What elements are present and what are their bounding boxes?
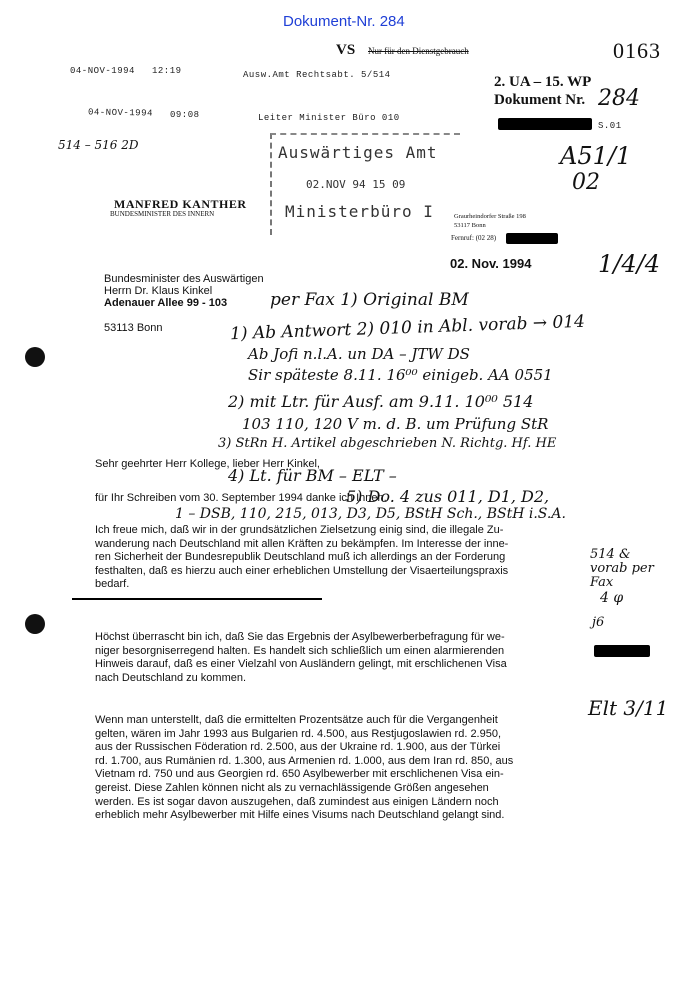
paragraph-line: Vietnam rd. 750 und aus Georgien rd. 650 Asylbewerber mit erschlichenen Visa ein-	[95, 768, 504, 781]
annotation-1: per Fax 1) Original BM	[270, 290, 469, 310]
sender-name: MANFRED KANTHER	[114, 197, 247, 211]
stamp-date: 02.NOV 94 15 09	[306, 178, 406, 191]
document-label: Dokument-Nr. 284	[283, 13, 405, 30]
letter-date: 02. Nov. 1994	[450, 256, 532, 271]
recipient-line-2: Herrn Dr. Klaus Kinkel	[104, 285, 213, 297]
margin-note-j6: j6	[592, 615, 605, 630]
salutation: Sehr geehrter Herr Kollege, lieber Herr Kinkel,	[95, 458, 320, 470]
committee-label: 2. UA – 15. WP	[494, 74, 592, 90]
paragraph-line: nach Deutschland zu kommen.	[95, 671, 247, 684]
handwritten-reference: 514 – 516 2D	[58, 138, 139, 152]
doc-number-value: 284	[598, 86, 640, 111]
margin-note-a51: A51/1	[560, 142, 632, 170]
paragraph-line: Wenn man unterstellt, daß die ermittelten Prozentsätze auch für die Vergangenheit	[95, 714, 498, 726]
fax-line-2-time: 09:08	[170, 110, 200, 120]
recipient-line-3: Adenauer Allee 99 - 103	[104, 297, 228, 309]
fax-line-1-sender: Ausw.Amt Rechtsabt. 5/514	[243, 70, 391, 80]
redaction-bar	[506, 233, 558, 244]
paragraph-line: gelten, wären im Jahr 1993 aus Bulgarien rd. 4.500, aus Restjugoslawien rd. 2.950,	[95, 727, 502, 740]
fax-line-2-date: 04-NOV-1994	[87, 107, 154, 119]
paragraph-line: werden. Es ist sogar davon auszugehen, daß zumindest aus einigen Ländern noch	[95, 795, 499, 808]
sender-title: BUNDESMINISTER DES INNERN	[110, 210, 215, 218]
thanks-line: für Ihr Schreiben vom 30. September 1994 danke ich Ihnen.	[95, 492, 387, 504]
paragraph-line: aus der Russischen Föderation rd. 2.500, aus der Ukraine rd. 1.900, aus der Türkei	[95, 741, 501, 754]
annotation-4: Sir späteste 8.11. 16⁰⁰ einigeb. AA 0551	[248, 366, 553, 384]
annotation-5: 2) mit Ltr. für Ausf. am 9.11. 10⁰⁰ 514	[228, 392, 534, 411]
annotation-9: 5) Do. 4 zus 011, D1, D2,	[346, 487, 550, 506]
margin-note-eltn: Elt 3/11	[588, 696, 669, 720]
paragraph-line: niger besorgniserregend halten. Es handelt sich schließlich um einen alarmierenden	[95, 644, 505, 657]
paragraph-line: erheblich mehr Asylbewerber mit Hilfe eines Visums nach Deutschland gelangt sind.	[95, 809, 505, 822]
paragraph-1	[95, 524, 585, 592]
margin-note-o2: 02	[572, 170, 600, 195]
paragraph-line: festhalten, daß es hierzu auch einer erheblichen Umstellung der Visaerteilungspraxis	[95, 564, 509, 577]
sender-address: Graurheindorfer Straße 198	[454, 213, 526, 220]
annotation-2: 1) Ab Antwort 2) 010 in Abl. vorab → 014	[229, 311, 586, 345]
redaction-bar	[594, 645, 650, 657]
annotation-8: 4) Lt. für BM – ELT –	[228, 466, 397, 485]
paragraph-3	[95, 714, 585, 823]
recipient-line-1: Bundesminister des Auswärtigen	[104, 273, 264, 285]
paragraph-line: bedarf.	[95, 578, 130, 591]
stamp-bureau: Ministerbüro I	[285, 202, 434, 221]
recipient-line-4: 53113 Bonn	[104, 322, 163, 334]
fax-line-1-time: 12:19	[152, 66, 182, 76]
margin-note-fax: 514 & vorab per Fax	[590, 547, 654, 590]
paragraph-line: ren Sicherheit der Bundesrepublik Deutschland muß ich allerdings an der Forderung	[95, 551, 506, 564]
annotation-10: 1 – DSB, 110, 215, 013, D3, D5, BStH Sch., BStH i.S.A.	[175, 506, 566, 522]
paragraph-line: Ich freue mich, daß wir in der grundsätzlichen Zielsetzung einig sind, die illegale Zu-	[95, 524, 504, 536]
fax-line-2-sender: Leiter Minister Büro 010	[258, 113, 400, 123]
sender-fax-label: Fernruf: (02 28)	[451, 234, 497, 242]
sender-city: 53117 Bonn	[454, 222, 486, 229]
punch-hole	[25, 347, 45, 367]
redaction-bar	[498, 118, 592, 130]
paragraph-2	[95, 631, 585, 685]
paragraph-line: Hinweis darauf, daß es einer Vielzahl von Ausländern gelingt, mit erschlichenen Visa	[95, 658, 507, 671]
annotation-3: Ab Jofi n.l.A. un DA – JTW DS	[248, 345, 470, 363]
doc-number-label: Dokument Nr.	[494, 92, 586, 108]
annotation-7: 3) StRn H. Artikel abgeschrieben N. Richtg. Hf. HE	[218, 436, 557, 451]
annotation-6: 103 110, 120 V m. d. B. um Prüfung StR	[242, 415, 549, 433]
paragraph-line: wanderung nach Deutschland mit allen Kräften zu bekämpfen. Im Interesse der inne-	[95, 537, 509, 550]
paragraph-line: gereist. Diese Zahlen können nicht als zu vernachlässigende Größen angesehen	[95, 781, 489, 794]
classification-mark: VS	[336, 42, 356, 58]
punch-hole	[25, 614, 45, 634]
stamp-office: Auswärtiges Amt	[278, 143, 438, 162]
margin-note-4: 4 φ	[600, 590, 624, 606]
margin-bracket-line	[72, 598, 322, 600]
paragraph-line: Höchst überrascht bin ich, daß Sie das Ergebnis der Asylbewerberbefragung für we-	[95, 631, 505, 643]
page-suffix: S.01	[598, 121, 622, 131]
fax-line-1-date: 04-NOV-1994	[70, 66, 135, 76]
classification-note: Nur für den Dienstgebrauch	[368, 46, 469, 56]
margin-note-right-top: 1/4/4	[598, 250, 660, 278]
page-number: 0163	[613, 38, 661, 63]
paragraph-line: rd. 1.700, aus Rumänien rd. 1.300, aus Armenien rd. 1.000, aus dem Iran rd. 850, aus	[95, 754, 514, 767]
